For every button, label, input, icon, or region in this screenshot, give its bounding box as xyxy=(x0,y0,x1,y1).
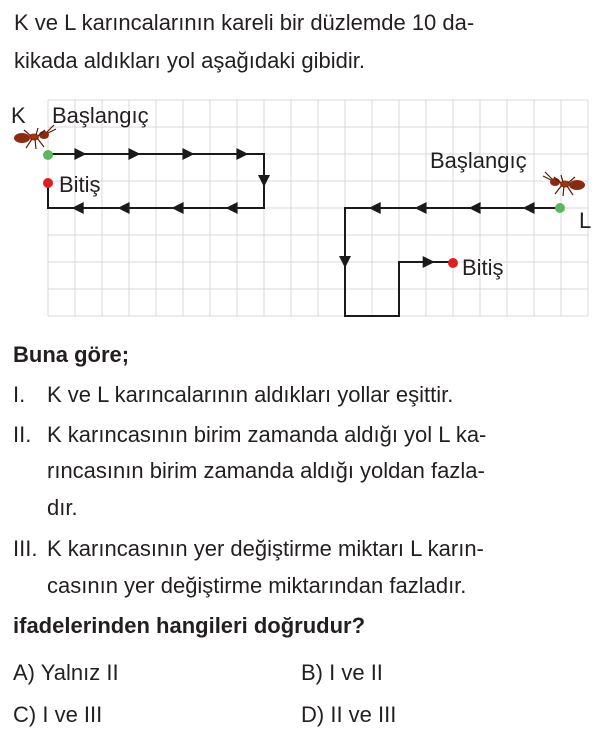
option-b-label: B) xyxy=(301,660,323,685)
option-c[interactable] xyxy=(13,700,102,730)
question-line-1: K ve L karıncalarının kareli bir düzlemde 10 da- xyxy=(14,10,475,35)
k-label: K xyxy=(11,103,26,128)
arrow-icon xyxy=(469,202,481,214)
question-line-2: kikada aldıkları yol aşağıdaki gibidir. xyxy=(14,48,365,73)
statement-3-line-2: casının yer değiştirme miktarından fazladır. xyxy=(47,573,467,598)
statement-1-line-1: K ve L karıncalarının aldıkları yollar eşittir. xyxy=(47,382,454,407)
statement-2-line-1: K karıncasının birim zamanda aldığı yol L ka- xyxy=(47,422,487,447)
ant-l-icon xyxy=(543,172,585,196)
option-b-text: I ve II xyxy=(329,660,383,685)
option-b[interactable] xyxy=(301,658,383,688)
ant-k-icon xyxy=(14,125,56,149)
ask-text: ifadelerinden hangileri doğrudur? xyxy=(13,613,366,638)
l-start-label: Başlangıç xyxy=(430,148,527,173)
arrow-icon xyxy=(415,202,427,214)
arrow-icon xyxy=(236,148,248,160)
k-end-label: Bitiş xyxy=(59,172,101,197)
option-c-text: I ve III xyxy=(42,702,103,727)
option-a-text: Yalnız II xyxy=(40,660,119,685)
grid-figure xyxy=(0,95,605,330)
l-end-label: Bitiş xyxy=(462,255,504,280)
arrow-icon xyxy=(72,202,84,214)
arrow-icon xyxy=(74,148,86,160)
statement-2-number: II. xyxy=(13,422,32,447)
option-d-label: D) xyxy=(301,702,325,727)
ant-paths xyxy=(48,148,561,316)
statement-2-line-3: dır. xyxy=(47,495,78,520)
k-end-dot xyxy=(43,178,53,188)
l-start-dot xyxy=(555,203,565,213)
k-start-label: Başlangıç xyxy=(52,103,149,128)
arrow-icon xyxy=(172,202,184,214)
statement-3-number: III. xyxy=(13,536,38,561)
option-a-label: A) xyxy=(13,660,35,685)
arrow-icon xyxy=(523,202,535,214)
l-end-dot xyxy=(448,258,458,268)
statement-1-number: I. xyxy=(13,382,26,407)
arrow-icon xyxy=(128,148,140,160)
k-start-dot xyxy=(43,150,53,160)
prompt-text: Buna göre; xyxy=(13,342,130,367)
arrow-icon xyxy=(369,202,381,214)
arrow-icon xyxy=(118,202,130,214)
option-a[interactable] xyxy=(13,658,119,688)
arrow-icon xyxy=(423,256,435,268)
option-c-label: C) xyxy=(13,702,37,727)
option-d[interactable] xyxy=(301,700,396,730)
arrow-icon xyxy=(182,148,194,160)
option-d-text: II ve III xyxy=(330,702,397,727)
l-label: L xyxy=(579,208,592,233)
statement-3-line-1: K karıncasının yer değiştirme miktarı L karın- xyxy=(47,536,484,561)
statement-2-line-2: rıncasının birim zamanda aldığı yoldan fazla- xyxy=(47,458,485,483)
arrow-icon xyxy=(226,202,238,214)
